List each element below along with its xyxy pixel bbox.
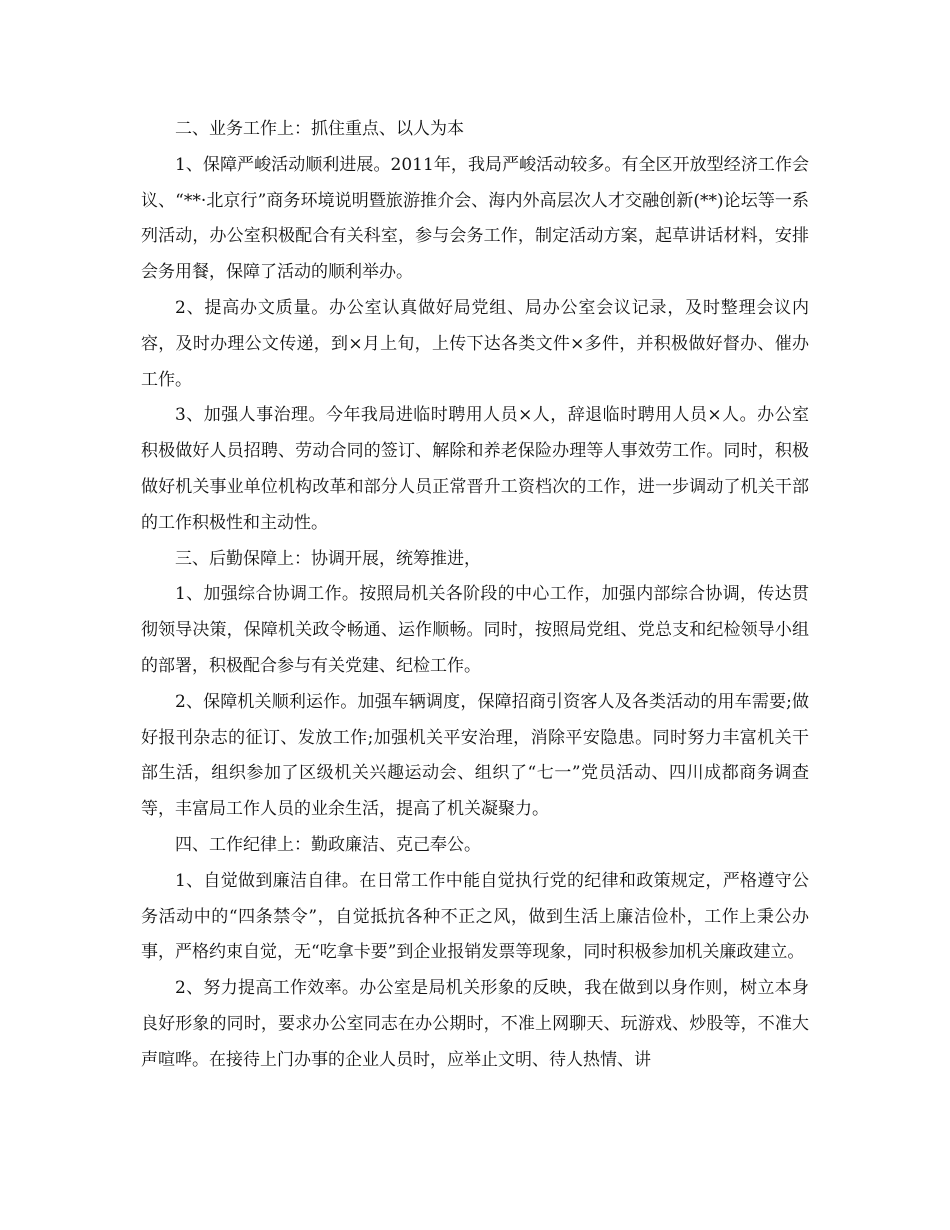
paragraph-major-activities: 1、保障严峻活动顺利进展。2011年，我局严峻活动较多。有全区开放型经济工作会议、“**·北京行”商务环境说明暨旅游推介会、海内外高层次人才交融创新(**)论坛等一系列活动，办公室积极配合有关科室，参与会务工作，制定活动方案，起草讲话材料，安排会务用餐，保障了活动的顺利举办。 <box>141 154 809 283</box>
section-heading-2: 二、业务工作上：抓住重点、以人为本 <box>175 119 464 139</box>
paragraph-self-discipline: 1、自觉做到廉洁自律。在日常工作中能自觉执行党的纪律和政策规定，严格遵守公务活动中的“四条禁令”，自觉抵抗各种不正之风，做到生活上廉洁俭朴，工作上秉公办事，严格约束自觉，无“吃拿卡要”到企业报销发票等现象，同时积极参加机关廉政建立。 <box>141 870 809 963</box>
paragraph-coordination: 1、加强综合协调工作。按照局机关各阶段的中心工作，加强内部综合协调，传达贯彻领导决策，保障机关政令畅通、运作顺畅。同时，按照局党组、党总支和纪检领导小组的部署，积极配合参与有关党建、纪检工作。 <box>141 584 809 676</box>
paragraph-personnel-management: 3、加强人事治理。今年我局进临时聘用人员×人，辞退临时聘用人员×人。办公室积极做好人员招聘、劳动合同的签订、解除和养老保险办理等人事效劳工作。同时，积极做好机关事业单位机构改革和部分人员正常晋升工资档次的工作，进一步调动了机关干部的工作积极性和主动性。 <box>141 405 809 533</box>
paragraph-operations: 2、保障机关顺利运作。加强车辆调度，保障招商引资客人及各类活动的用车需要;做好报刊杂志的征订、发放工作;加强机关平安治理，消除平安隐患。同时努力丰富机关干部生活，组织参加了区级机关兴趣运动会、组织了“七一”党员活动、四川成都商务调查等，丰富局工作人员的业余生活，提高了机关凝聚力。 <box>141 691 809 820</box>
section-heading-4: 四、工作纪律上：勤政廉洁、克己奉公。 <box>175 834 481 855</box>
paragraph-document-quality: 2、提高办文质量。办公室认真做好局党组、局办公室会议记录，及时整理会议内容，及时办理公文传递，到×月上旬，上传下达各类文件×多件，并积极做好督办、催办工作。 <box>141 297 809 390</box>
paragraph-efficiency: 2、努力提高工作效率。办公室是局机关形象的反映，我在做到以身作则，树立本身良好形象的同时，要求办公室同志在办公期时，不准上网聊天、玩游戏、炒股等，不准大声喧哗。在接待上门办事的企业人员时，应举止文明、待人热情、讲 <box>141 978 809 1070</box>
section-heading-3: 三、后勤保障上：协调开展，统筹推进， <box>175 548 481 569</box>
document-body <box>141 112 809 1079</box>
